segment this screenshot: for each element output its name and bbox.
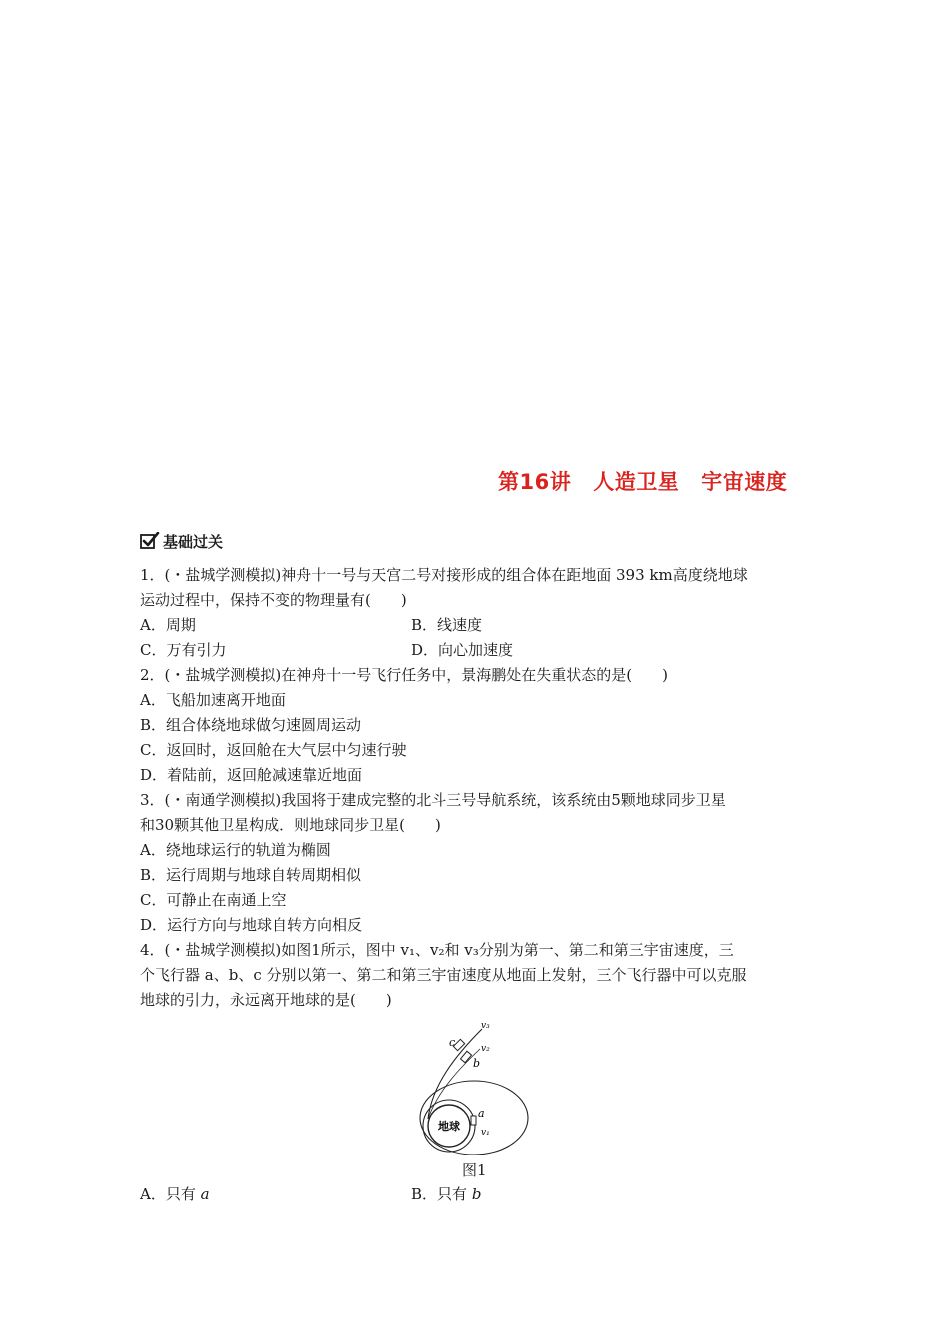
q1-stem-line-2: 运动过程中，保持不变的物理量有( ) (140, 591, 407, 609)
q4-option-a-text: A．只有 (140, 1185, 196, 1203)
label-v3: v₃ (481, 1021, 490, 1031)
lecture-number: 第16讲 (498, 470, 572, 494)
q4-option-b-text: B．只有 (411, 1185, 468, 1203)
title-part-2: 宇宙速度 (701, 470, 788, 494)
q3-option-b: B．运行周期与地球自转周期相似 (140, 866, 362, 884)
lecture-title (498, 466, 787, 496)
q2-stem-line-1: 2．(・盐城学测模拟)在神舟十一号飞行任务中，景海鹏处在失重状态的是( ) (140, 666, 668, 684)
label-v2: v₂ (481, 1044, 490, 1054)
label-v1: v₁ (481, 1128, 490, 1138)
section-label: 基础过关 (163, 532, 224, 551)
q4-stem-line-3: 地球的引力，永远离开地球的是( ) (140, 991, 392, 1009)
q3-option-d: D．运行方向与地球自转方向相反 (140, 916, 363, 934)
q4-option-b-var: b (471, 1185, 482, 1203)
orbit-diagram (418, 1015, 530, 1155)
label-c: c (449, 1036, 456, 1049)
checkbox-checked-icon (140, 532, 160, 550)
figure-caption: 图1 (462, 1161, 487, 1179)
label-a: a (478, 1107, 485, 1120)
q2-option-a: A．飞船加速离开地面 (140, 691, 286, 709)
q4-option-b (411, 1184, 481, 1204)
craft-b (460, 1051, 471, 1063)
q4-option-a (140, 1184, 210, 1204)
q3-option-a: A．绕地球运行的轨道为椭圆 (140, 841, 331, 859)
q3-option-c: C．可静止在南通上空 (140, 891, 287, 909)
q3-stem-line-2: 和30颗其他卫星构成．则地球同步卫星( ) (140, 816, 441, 834)
q2-option-d: D．着陆前，返回舱减速靠近地面 (140, 766, 363, 784)
q4-option-a-var: a (200, 1185, 210, 1203)
q1-option-d: D．向心加速度 (411, 641, 514, 659)
q1-option-b: B．线速度 (411, 616, 483, 634)
earth-label: 地球 (438, 1120, 460, 1133)
craft-a (471, 1116, 476, 1125)
q1-stem-line-1: 1．(・盐城学测模拟)神舟十一号与天宫二号对接形成的组合体在距地面 393 km高度绕地球 (140, 566, 748, 584)
q1-option-a: A．周期 (140, 616, 196, 634)
q4-stem-line-1: 4．(・盐城学测模拟)如图1所示，图中 v₁、v₂和 v₃分别为第一、第二和第三宇宙速度，三 (140, 941, 734, 959)
title-part-1: 人造卫星 (593, 470, 680, 494)
q2-option-c: C．返回时，返回舱在大气层中匀速行驶 (140, 741, 407, 759)
label-b: b (473, 1057, 481, 1070)
q2-option-b: B．组合体绕地球做匀速圆周运动 (140, 716, 362, 734)
q4-stem-line-2: 个飞行器 a、b、c 分别以第一、第二和第三宇宙速度从地面上发射，三个飞行器中可以克服 (140, 966, 747, 984)
section-header (140, 530, 223, 552)
q3-stem-line-1: 3．(・南通学测模拟)我国将于建成完整的北斗三号导航系统，该系统由5颗地球同步卫星 (140, 791, 726, 809)
q1-option-c: C．万有引力 (140, 641, 227, 659)
